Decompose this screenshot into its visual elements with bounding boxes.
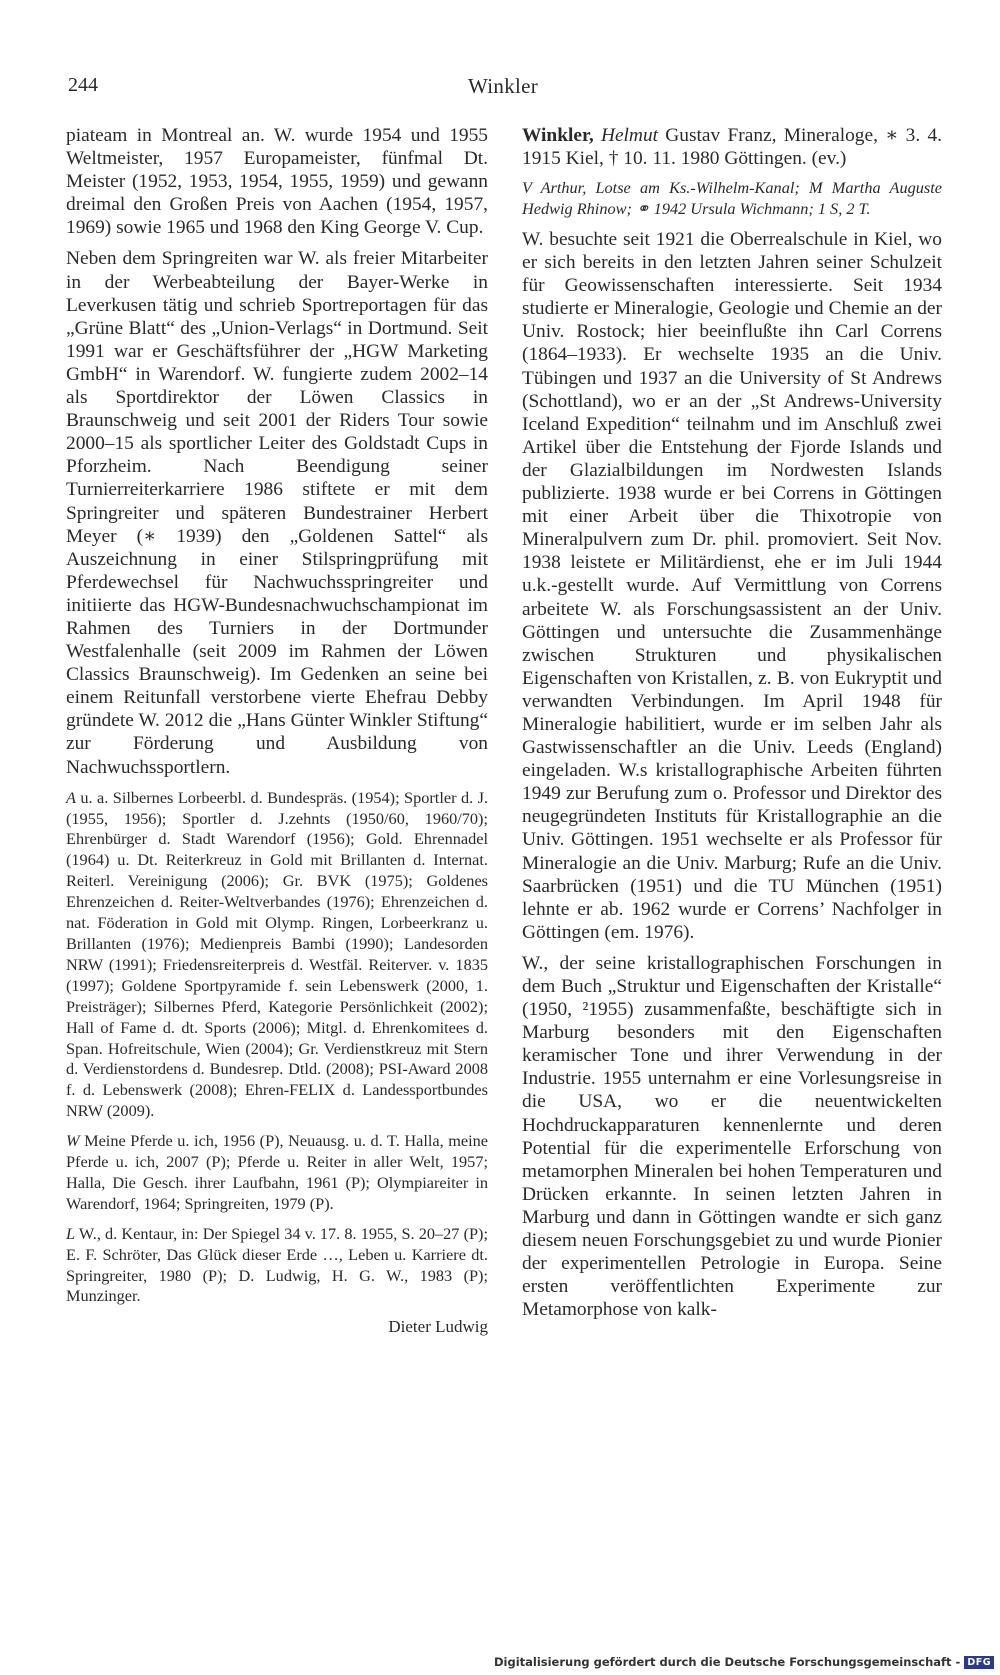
works-marker: W	[66, 1131, 80, 1151]
literature-text: W., d. Kentaur, in: Der Spiegel 34 v. 17. 8. 1955, S. 20–27 (P); E. F. Schröter, Das Glück dieser Erde …, Leben u. Karriere dt. Springreiter, 1980 (P); D. Ludwig, H. G. W., 1983 (P); Munzinger.	[66, 1223, 488, 1306]
page-header	[68, 74, 948, 104]
digitization-footer	[494, 1655, 994, 1669]
paragraph-research: W., der seine kristallographischen Forschungen in dem Buch „Struktur und Eigenschaften der Kristalle“ (1950, ²1955) zusammenfaßte, beschäftigte sich in Marburg besonders mit den Eigenschaften keramischer Tone und ihrer Verwendung in der Industrie. 1955 unternahm er eine Vorlesungsreise in die USA, wo er die neuentwickelten Hochdruckapparaturen kennenlernte und deren Potential für die experimentelle Erforschung von metamorphen Mineralen bei hohen Temperaturen und Drücken erkannte. In seinen letzten Jahren in Marburg und dann in Göttingen wandte er sich ganz diesem neuen Forschungsgebiet zu und wurde Pionier der experimentellen Petrologie in Europa. Seine ersten veröffentlichten Experimente zur Metamorphose von kalk-	[522, 952, 942, 1321]
works-text: Meine Pferde u. ich, 1956 (P), Neuausg. u. d. T. Halla, meine Pferde u. ich, 2007 (P); Pferde u. Reiter in aller Welt, 1957; Halla, Die Gesch. ihrer Laufbahn, 1961 (P); Olympiareiter in Warendorf, 1964; Springreiten, 1979 (P).	[66, 1131, 488, 1213]
article-author: Dieter Ludwig	[388, 1317, 488, 1337]
family-info: V Arthur, Lotse am Ks.-Wilhelm-Kanal; M Martha Auguste Hedwig Rhinow; ⚭ 1942 Ursula Wichmann; 1 S, 2 T.	[522, 178, 942, 219]
paragraph-winkler-later-activities: Neben dem Springreiten war W. als freier Mitarbeiter in der Werbeabteilung der Bayer-Werke in Leverkusen tätig und schrieb Sportreportagen für das „Grüne Blatt“ des „Union-Verlags“ in Dortmund. Seit 1991 war er Geschäftsführer der „HGW Marketing GmbH“ in Warendorf. W. fungierte zudem 2002–14 als Sportdirektor der Löwen Classics in Braunschweig und seit 2001 der Riders Tour sowie 2000–15 als sportlicher Leiter des Goldstadt Cups in Pforzheim. Nach Beendigung seiner Turnierreiterkarriere 1986 stiftete er mit dem Springreiter und späteren Bundestrainer Herbert Meyer (∗ 1939) den „Goldenen Sattel“ als Auszeichnung in einer Stilspringprüfung mit Pferdewechsel für Nachwuchsspringreiter und initiierte das HGW-Bundesnachwuchschampionat im Rahmen des Turniers in der Dortmunder Westfalenhalle (seit 2009 im Rahmen der Löwen Classics Braunschweig). Im Gedenken an seine bei einem Reitunfall verstorbene vierte Ehefrau Debby gründete W. 2012 die „Hans Günter Winkler Stiftung“ zur Förderung und Ausbildung von Nachwuchssportlern.	[66, 248, 488, 778]
right-column	[522, 124, 942, 1321]
awards-section	[66, 788, 488, 1123]
literature-marker: L	[66, 1223, 76, 1243]
entry-details: Gustav Franz, Mineraloge, ∗ 3. 4. 1915 Kiel, † 10. 11. 1980 Göttingen. (ev.)	[522, 125, 942, 170]
paragraph-winkler-career-end: piateam in Montreal an. W. wurde 1954 und 1955 Weltmeister, 1957 Europameister, fünfmal Dt. Meister (1952, 1953, 1954, 1955, 1959) und gewann dreimal den Großen Preis von Aachen (1954, 1957, 1969) sowie 1965 und 1968 den King George V. Cup.	[66, 125, 488, 239]
page-number: 244	[68, 74, 98, 96]
footer-text: Digitalisierung gefördert durch die Deutsche Forschungsgemeinschaft -	[493, 1655, 961, 1669]
entry-heading	[522, 124, 942, 170]
works-section	[66, 1131, 488, 1215]
awards-text: u. a. Silbernes Lorbeerbl. d. Bundespräs. (1954); Sportler d. J. (1955, 1956); Sportler d. J.zehnts (1950/60, 1960/70); Ehrenbürger d. Stadt Warendorf (1956); Gold. Ehrennadel (1964) u. Dt. Reiterkreuz in Gold mit Brillanten d. Internat. Reiterl. Vereinigung (2006); Gr. BVK (1975); Goldenes Ehrenzeichen d. Reiter-Weltverbandes (1976); Ehrenzeichen d. nat. Föderation in Gold mit Olymp. Ringen, Lorbeerkranz u. Brillanten (1976); Medienpreis Bambi (1990); Landesorden NRW (1991); Friedensreiterpreis d. Westfäl. Reiterver. v. 1835 (1997); Goldene Sportpyramide f. sein Lebenswerk (2000, 1. Preisträger); Silbernes Pferd, Kategorie Persönlichkeit (2002); Hall of Fame d. dt. Sports (2006); Mitgl. d. Ehrenkomitees d. Span. Hofreitschule, Wien (2004); Gr. Verdienstkreuz mit Stern d. Verdienstordens d. Bundesrep. Dtld. (2008); PSI-Award 2008 f. d. Lebenswerk (2008); Ehren-FELIX d. Landessportbundes NRW (2009).	[66, 787, 488, 1121]
entry-given-name: Helmut	[600, 125, 659, 146]
left-column	[66, 124, 488, 1337]
paragraph-biography: W. besuchte seit 1921 die Oberrealschule in Kiel, wo er sich bereits in den letzten Jahren seiner Schulzeit für Geowissenschaften interessierte. Seit 1934 studierte er Mineralogie, Geologie und Chemie an der Univ. Rostock; hier beeinflußte ihn Carl Correns (1864–1933). Er wechselte 1935 an die Univ. Tübingen und 1937 an die University of St Andrews (Schottland), wo er an der „St Andrews-University Iceland Expedition“ teilnahm und im Anschluß zwei Artikel über die Entstehung der Fjorde Islands und der Glazialbildungen im Nordwesten Islands publizierte. 1938 wurde er bei Correns in Göttingen mit einer Arbeit über die Thixotropie von Mineralpulvern zum Dr. phil. promoviert. Seit Nov. 1938 leistete er Militärdienst, ehe er im Juli 1944 u.k.-gestellt wurde. Auf Vermittlung von Correns arbeitete W. als Forschungsassistent an der Univ. Göttingen und untersuchte die Zusammenhänge zwischen Strukturen und physikalischen Eigenschaften von Kristallen, z. B. von Eukryptit und verwandten Verbindungen. Im April 1948 für Mineralogie habilitiert, wurde er im selben Jahr als Gastwissenschaftler an die Univ. Leeds (England) eingeladen. W.s kristallographische Arbeiten führten 1949 zur Berufung zum o. Professor und Direktor des neugegründeten Instituts für Kristallographie an die Univ. Göttingen. 1951 wechselte er als Professor für Mineralogie an die Univ. Marburg; Rufe an die Univ. Saarbrücken (1951) und die TU München (1951) lehnte er ab. 1962 wurde er Correns’ Nachfolger in Göttingen (em. 1976).	[522, 229, 942, 943]
running-head: Winkler	[468, 74, 539, 98]
entry-surname: Winkler,	[522, 125, 594, 146]
literature-section	[66, 1224, 488, 1308]
awards-marker: A	[66, 787, 76, 807]
dfg-logo: DFG	[964, 1656, 994, 1669]
